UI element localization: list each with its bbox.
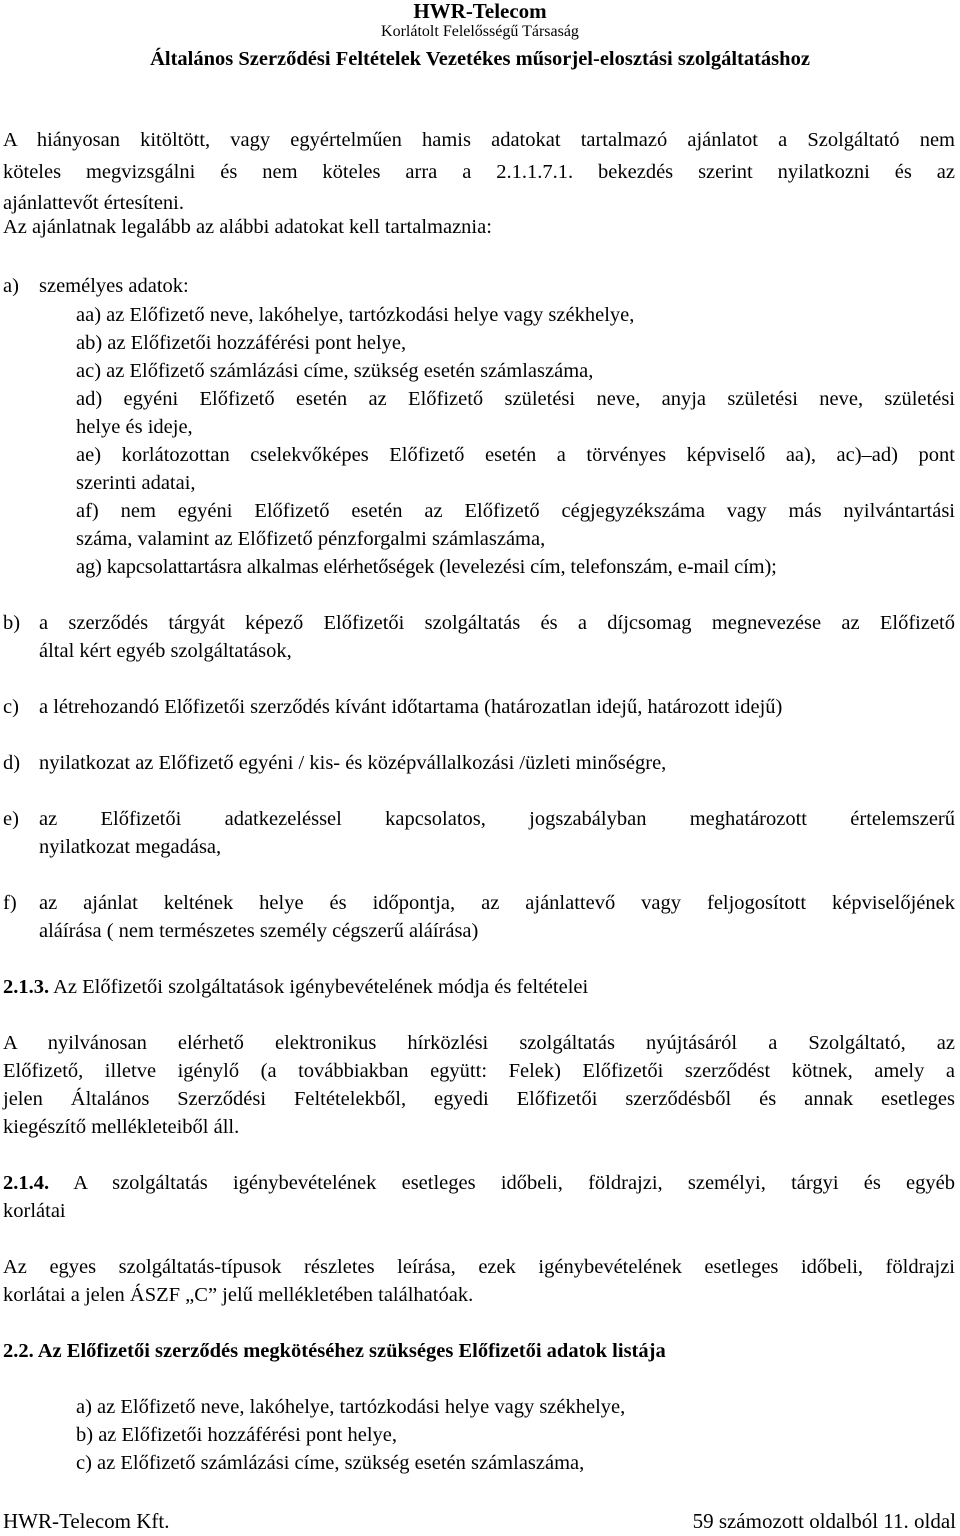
footer-page-number: 59 számozott oldalból 11. oldal <box>692 1509 956 1533</box>
list-a-ae-2: szerinti adatai, <box>76 472 196 494</box>
section-22-item-b: b) az Előfizetői hozzáférési pont helye, <box>76 1424 398 1446</box>
list-a-ad-2: helye és ideje, <box>76 416 193 438</box>
list-b-marker: b) <box>3 612 21 634</box>
footer-company: HWR-Telecom Kft. <box>3 1509 170 1533</box>
list-b-line-2: által kért egyéb szolgáltatások, <box>39 640 292 662</box>
intro-line-1: A hiányosan kitöltött, vagy egyértelműen hamis adatokat tartalmazó ajánlatot a Szolgáltató nem <box>3 129 955 151</box>
section-213-heading <box>3 975 588 999</box>
list-d-line-1: nyilatkozat az Előfizető egyéni / kis- és középvállalkozási /üzleti minőségre, <box>39 752 667 774</box>
section-213-p2: Előfizető, illetve igénylő (a továbbiakban együtt: Felek) Előfizetői szerződést kötnek, amely a <box>3 1060 955 1082</box>
list-f-line-2: aláírása ( nem természetes személy cégszerű aláírása) <box>39 920 479 942</box>
list-a-label: személyes adatok: <box>39 275 189 297</box>
list-e-line-2: nyilatkozat megadása, <box>39 836 222 858</box>
list-f-line-1: az ajánlat keltének helye és időpontja, az ajánlattevő vagy feljogosított képviselőjének <box>39 892 955 914</box>
list-d-marker: d) <box>3 752 21 774</box>
section-213-p4: kiegészítő mellékleteiből áll. <box>3 1116 240 1138</box>
section-213-number: 2.1.3. <box>3 976 50 998</box>
list-e-marker: e) <box>3 808 19 830</box>
section-214-number: 2.1.4. <box>3 1172 50 1194</box>
list-c-line-1: a létrehozandó Előfizetői szerződés kívánt időtartama (határozatlan idejű, határozott idejű) <box>39 696 783 718</box>
list-a-af-2: száma, valamint az Előfizető pénzforgalmi számlaszáma, <box>76 528 546 550</box>
intro-line-2: köteles megvizsgálni és nem köteles arra a 2.1.1.7.1. bekezdés szerint nyilatkozni és az <box>3 161 955 183</box>
intro-line-3: ajánlattevőt értesíteni. <box>3 192 185 214</box>
section-214-p1: Az egyes szolgáltatás-típusok részletes leírása, ezek igénybevételének esetleges időbeli, földrajzi <box>3 1256 955 1278</box>
document-title: Általános Szerződési Feltételek Vezetékes műsorjel-elosztási szolgáltatáshoz <box>150 48 810 70</box>
list-a-ag: ag) kapcsolattartásra alkalmas elérhetőségek (levelezési cím, telefonszám, e-mail cím); <box>76 556 777 578</box>
list-b-line-1: a szerződés tárgyát képező Előfizetői szolgáltatás és a díjcsomag megnevezése az Előfizető <box>39 612 955 634</box>
section-214-p2: korlátai a jelen ÁSZF „C” jelű mellékletében találhatóak. <box>3 1284 474 1306</box>
company-name: HWR-Telecom <box>413 0 547 23</box>
list-a-marker: a) <box>3 275 19 297</box>
list-a-aa: aa) az Előfizető neve, lakóhelye, tartózkodási helye vagy székhelye, <box>76 304 635 326</box>
list-a-ae-1: ae) korlátozottan cselekvőképes Előfizető esetén a törvényes képviselő aa), ac)‒ad) pont <box>76 444 955 466</box>
section-214-title-2: korlátai <box>3 1200 66 1222</box>
section-22-item-a: a) az Előfizető neve, lakóhelye, tartózkodási helye vagy székhelye, <box>76 1396 626 1418</box>
list-f-marker: f) <box>3 892 17 914</box>
list-e-line-1: az Előfizetői adatkezeléssel kapcsolatos, jogszabályban meghatározott értelemszerű <box>39 808 955 830</box>
intro-line-4: Az ajánlatnak legalább az alábbi adatokat kell tartalmaznia: <box>3 216 492 238</box>
section-213-p3: jelen Általános Szerződési Feltételekből, egyedi Előfizetői szerződésből és annak esetleges <box>3 1088 955 1110</box>
list-a-ab: ab) az Előfizetői hozzáférési pont helye, <box>76 332 407 354</box>
list-a-ad-1: ad) egyéni Előfizető esetén az Előfizető születési neve, anyja születési neve, születési <box>76 388 955 410</box>
section-22-title: 2.2. Az Előfizetői szerződés megkötéséhez szükséges Előfizetői adatok listája <box>3 1340 666 1362</box>
list-a-af-1: af) nem egyéni Előfizető esetén az Előfizető cégjegyzékszáma vagy más nyilvántartási <box>76 500 955 522</box>
section-214-heading <box>3 1171 955 1195</box>
section-22-item-c: c) az Előfizető számlázási címe, szükség esetén számlaszáma, <box>76 1452 585 1474</box>
list-a-ac: ac) az Előfizető számlázási címe, szükség esetén számlaszáma, <box>76 360 594 382</box>
section-213-p1: A nyilvánosan elérhető elektronikus hírközlési szolgáltatás nyújtásáról a Szolgáltató, az <box>3 1032 955 1054</box>
company-form: Korlátolt Felelősségű Társaság <box>381 23 579 40</box>
list-c-marker: c) <box>3 696 19 718</box>
section-214-title-1: A szolgáltatás igénybevételének esetleges időbeli, földrajzi, személyi, tárgyi és egyéb <box>49 1172 955 1194</box>
section-213-title: Az Előfizetői szolgáltatások igénybevételének módja és feltételei <box>49 976 589 998</box>
